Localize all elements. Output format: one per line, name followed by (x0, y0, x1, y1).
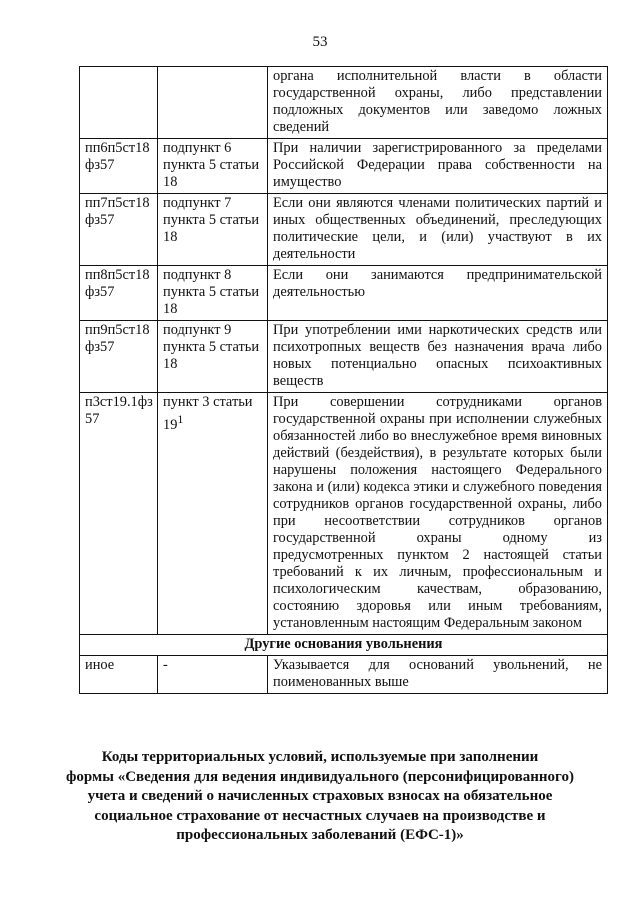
basis-cell: подпункт 7 пункта 5 статьи 18 (158, 194, 268, 266)
description-cell: Указывается для оснований увольнений, не поименованных выше (268, 656, 608, 694)
description-cell: Если они занимаются предпринимательской деятельностью (268, 266, 608, 321)
basis-cell: подпункт 6 пункта 5 статьи 18 (158, 139, 268, 194)
page-number: 53 (312, 34, 328, 50)
description-cell: При употреблении ими наркотических средств или психотропных веществ без назначения врача либо новых потенциально опасных психоактивных веществ (268, 321, 608, 393)
description-cell: органа исполнительной власти в области государственной охраны, либо представлении подложных документов или заведомо ложных сведений (268, 67, 608, 139)
basis-cell: - (158, 656, 268, 694)
code-cell: иное (80, 656, 158, 694)
basis-cell: подпункт 8 пункта 5 статьи 18 (158, 266, 268, 321)
description-cell: Если они являются членами политических партий и иных общественных объединений, преследующих политические цели, и (или) участвуют в их деятельности (268, 194, 608, 266)
heading-line: формы «Сведения для ведения индивидуального (персонифицированного) (66, 768, 574, 785)
section-heading (60, 748, 580, 846)
code-cell: п3ст19.1фз 57 (80, 393, 158, 635)
basis-superscript: 1 (177, 412, 184, 426)
heading-line: Коды территориальных условий, используемые при заполнении (101, 749, 539, 765)
table-row (80, 194, 608, 266)
heading-line: учета и сведений о начисленных страховых взносах на обязательное (87, 788, 553, 804)
table-row (80, 321, 608, 393)
heading-line: профессиональных заболеваний (ЕФС-1)» (176, 827, 464, 843)
table-row (80, 266, 608, 321)
basis-cell (158, 67, 268, 139)
basis-cell: подпункт 9 пункта 5 статьи 18 (158, 321, 268, 393)
table-row (80, 656, 608, 694)
code-cell: пп7п5ст18 фз57 (80, 194, 158, 266)
table-row (80, 139, 608, 194)
table-row (80, 393, 608, 635)
description-cell: При наличии зарегистрированного за пределами Российской Федерации права собственности на имущество (268, 139, 608, 194)
dismissal-codes-table (79, 66, 608, 694)
basis-cell (158, 393, 268, 635)
description-cell: При совершении сотрудниками органов государственной охраны при исполнении служебных обязанностей либо во внеслужебное время виновных действий (бездействия), в результате которых были нарушены положения настоящего Федерального закона и (или) кодекса этики и служебного поведения сотрудников органов государственной охраны, либо при несоответствии сотрудников органов государственной охраны одному из предусмотренных пунктом 2 настоящей статьи требований к их личным, профессиональным и психологическим качествам, образованию, состоянию здоровья или иным требованиям, установленным настоящим Федеральным законом (268, 393, 608, 635)
code-cell: пп6п5ст18 фз57 (80, 139, 158, 194)
code-cell (80, 67, 158, 139)
code-cell: пп8п5ст18 фз57 (80, 266, 158, 321)
section-row (80, 635, 608, 656)
section-title: Другие основания увольнения (80, 635, 608, 656)
basis-text: пункт 3 статьи 19 (163, 394, 253, 433)
code-cell: пп9п5ст18 фз57 (80, 321, 158, 393)
heading-line: социальное страхование от несчастных случаев на производстве и (94, 807, 546, 824)
table-row (80, 67, 608, 139)
